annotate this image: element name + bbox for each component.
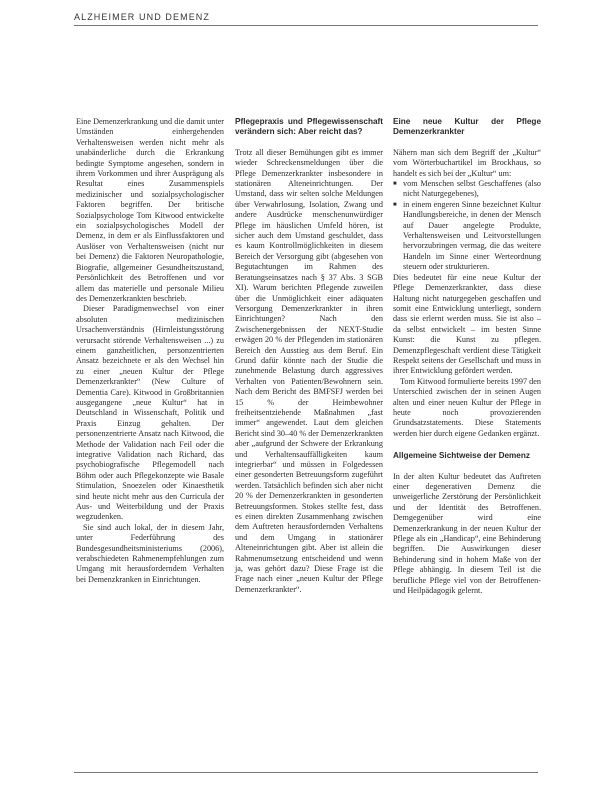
col3-heading: Eine neue Kultur der Pflege Demenzerkrankter <box>393 117 541 137</box>
col2-paragraph-1: Trotz all dieser Bemühungen gibt es immer wieder Schreckensmeldungen über die Pflege Demenzerkrankter insbesondere in stationären Alteneinrichtungen. Der Umstand, dass wir selten solche Meldungen über Verwahrlosung, Isolation, Zwang und andere Ausdrücke menschenunwürdiger Pflege im häuslichen Umfeld hören, ist sicher auch dem Umstand geschuldet, dass es kaum Kontrollmöglichkeiten in diesem Bereich der Versorgung gibt (abgesehen von Begutachtungen im Rahmen des Beratungseinsatzes nach § 37 Abs. 3 SGB XI). Warum berichten Pflegende zuweilen über die Unmöglichkeit einer adäquaten Versorgung Demenzerkrankter in ihren Einrichtungen? Nach den Zwischenergebnissen der NEXT-Studie erwägen 20 % der Pflegenden im stationären Bereich den Ausstieg aus dem Beruf. Ein Grund dafür könnte nach der Studie die zunehmende Belastung durch aggressives Verhalten von Patienten/Bewohnern sein. Nach dem Bericht des BMFSFJ werden bei 15 % der Heimbewohner freiheitsentziehende Maßnahmen „fast immer“ angewendet. Laut dem gleichen Bericht sind 30–40 % der Demenzerkrankten aber „aufgrund der Schwere der Erkrankung und Verhaltensauffälligkeiten kaum integrierbar“ und müssen in Folgedessen einer gesonderten Betreuungsform zugeführt werden. Tatsächlich befinden sich aber nicht 20 % der Demenzerkrankten in gesonderten Betreuungsformen. Stokes stellte fest, dass es einen direkten Zusammenhang zwischen dem Auftreten herausfordernden Verhaltens und dem Umgang in stationärer Alteneinrichtungen gibt. Aber ist allein die Rahmenumsetzung entscheidend und wenn ja, was gehört dazu? Diese Frage ist die Frage nach einer „neuen Kultur der Pflege Demenzerkrankter“. <box>235 147 384 594</box>
col1-paragraph-1: Eine Demenzerkrankung und die damit unter Umständen einhergehenden Verhaltensweisen werden nicht mehr als unabänderliche durch die Erkrankung bedingte Symptome angesehen, sondern in ihrem Vorkommen und ihrer Ausprägung als Resultat eines Zusammenspiels medizinischer und sozialpsychologischer Faktoren begriffen. Der britische Sozialpsychologe Tom Kitwood entwickelte ein sozialpsychologisches Modell der Demenz, in dem er als Einflussfaktoren und Auslöser von Verhaltensweisen (nicht nur bei Demenz) die Faktoren Neuropathologie, Biografie, allgemeiner Gesundheitszustand, Persönlichkeit des Betroffenen und vor allem das materielle und personale Milieu des Demenzerkrankten beschrieb. <box>76 117 224 303</box>
running-head: ALZHEIMER UND DEMENZ <box>74 12 211 22</box>
column-1 <box>76 117 224 585</box>
column-3 <box>393 117 541 596</box>
culture-definition-list <box>393 179 541 273</box>
list-item: ■ in einem engeren Sinne bezeichnet Kultur Handlungsbereiche, in denen der Mensch auf Dauer angelegte Produkte, Verhaltensweisen und Leitvorstellungen hervorzubringen vermag, die das weitere Handeln im Sinne einer Werteordnung steuern oder strukturieren. <box>393 200 541 273</box>
col3-paragraph-2: Dies bedeutet für eine neue Kultur der Pflege Demenzerkrankter, dass diese Haltung nicht naturgegeben geschaffen und somit eine Entwicklung unterliegt, sondern dass sie erlernt werden muss. Sie ist also – da selbst entwickelt – im besten Sinne Kunst: die Kunst zu pflegen. Demenzpflegeschaft verdient diese Tätigkeit Respekt seitens der Gesellschaft und muss in ihrer Entwicklung gefördert werden. <box>393 272 541 376</box>
list-item: ■ vom Menschen selbst Geschaffenes (also nicht Naturgegebenes), <box>393 179 541 200</box>
column-2 <box>235 117 383 595</box>
col3-paragraph-4: In der alten Kultur bedeutet das Auftreten einer degenerativen Demenz die unweigerliche Zerstörung der Persönlichkeit und der Identität des Betroffenen. Demgegenüber wird eine Demenzerkrankung in der neuen Kultur der Pflege als ein „Handicap“, eine Behinderung begriffen. Die Auswirkungen dieser Behinderung sind in hohem Maße von der Pflege abhängig. In diesem Teil ist die berufliche Pflege viel von der Betroffenen- und Heilpädagogik gelernt. <box>393 471 541 596</box>
col1-paragraph-3: Sie sind auch lokal, der in diesem Jahr, unter Federführung des Bundesgesundheitsministeriums (2006), verabschiedeten Rahmenempfehlungen zum Umgang mit herausforderndem Verhalten bei Demenzkranken in Einrichtungen. <box>76 522 224 584</box>
col2-heading: Pflegepraxis und Pflegewissenschaft verändern sich: Aber reicht das? <box>235 117 383 137</box>
col3-subheading: Allgemeine Sichtweise der Demenz <box>393 451 530 461</box>
header-rule <box>74 25 538 26</box>
col3-intro: Nähern man sich dem Begriff der „Kultur“ vom Wörterbuchartikel im Brockhaus, so handelt es sich bei der „Kultur“ um: <box>393 147 541 178</box>
col3-paragraph-3: Tom Kitwood formulierte bereits 1997 den Unterschied zwischen der in seinen Augen alten und einer neuen Kultur der Pflege in heute noch provozierenden Grundsatzstatements. Diese Statements werden hier durch eigene Gedanken ergänzt. <box>393 376 541 438</box>
col1-paragraph-2: Dieser Paradigmenwechsel von einer absoluten medizinischen Ursachenverständnis (Hirnleistungsstörung verursacht störende Verhaltensweisen ...) zu einem ganzheitlichen, personzentrierten Ansatz bezeichnete er als den Wechsel hin zu einer „neuen Kultur der Pflege Demenzerkrankter“ (New Culture of Dementia Care). Kitwood in Großbritannien ausgegangene „neue Kultur“ hat in Deutschland in Wissenschaft, Politik und Praxis Einzug gehalten. Der personenzentrierte Ansatz nach Kitwood, die Methode der Validation nach Feil oder die integrative Validation nach Richard, das psychobiografische Pflegemodell nach Böhm oder auch Pflegekonzepte wie Basale Stimulation, Snoezelen oder Kinaesthetik sind heute nicht mehr aus den Curricula der Aus- und Weiterbildung und der Praxis wegzudenken. <box>76 304 224 522</box>
footer-rule <box>74 772 538 773</box>
